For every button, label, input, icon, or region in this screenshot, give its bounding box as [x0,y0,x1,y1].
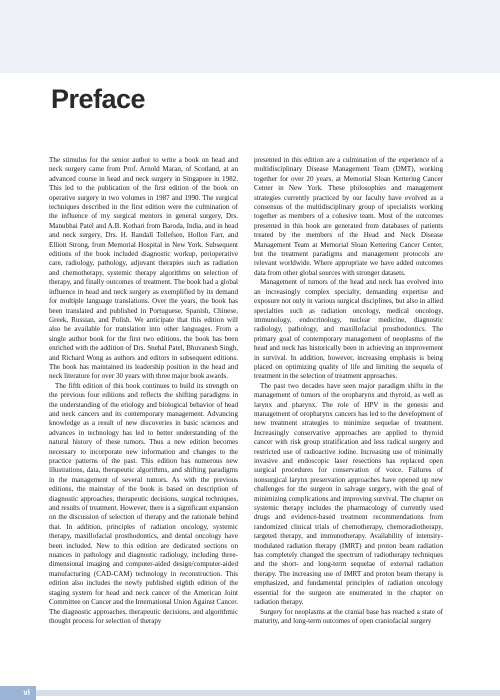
page-number: vi [0,686,36,700]
footer-bar [36,690,500,696]
text-column-right [254,156,443,678]
paragraph: The fifth edition of this book continues to build its strength on the previous four editions and reflects the shifting paradigms in the understanding of the etiology and biological behavior of head and neck cancers and its contemporary management. Advancing knowledge as a result of new discoveries in basic sciences and advances in technology has led to better understanding of the natural history of these tumors. Thus a new edition becomes necessary to incorporate new information and changes to the practice patterns of the past. This edition has numerous new illustrations, data, therapeutic algorithms, and shifting paradigms in the management of several tumors. As with the previous editions, the mainstay of the book is based on description of diagnostic approaches, therapeutic decisions, surgical techniques, and results of treatment. However, there is a significant expansion on the discussion of selection of therapy and the rationale behind that. In addition, principles of radiation oncology, systemic therapy, maxillofacial prosthodontics, and dental oncology have been included. New to this edition are dedicated sections on nuances in pathology and diagnostic radiology, including three-dimensional imaging and computer-aided design/computer-aided manufacturing (CAD-CAM) technology in reconstruction. This edition also includes the newly published eighth edition of the staging system for head and neck cancer of the American Joint Committee on Cancer and the International Union Against Cancer. The diagnostic approaches, therapeutic decisions, and algorithmic thought process for selection of therapy [49,381,238,625]
paragraph: Surgery for neoplasms at the cranial base has reached a state of maturity, and long-term outcomes of open craniofacial surgery [254,607,443,625]
header-band [0,0,500,73]
paragraph: The past two decades have seen major paradigm shifts in the management of tumors of the oropharynx and thyroid, as well as larynx and pharynx. The role of HPV in the genesis and management of oropharynx cancers has led to the development of new treatment strategies to minimize sequelae of treatment. Increasingly conservative approaches are applied to thyroid cancer with risk group stratification and less radical surgery and restricted use of radioactive iodine. Increasing use of minimally invasive and endoscopic laser resections has replaced open surgical procedures for conservation of voice. Failures of nonsurgical larynx preservation approaches have opened up new challenges for the surgeon in salvage surgery, with the goal of minimizing complications and improving survival. The chapter on systemic therapy includes the pharmacology of currently used drugs and evidence-based treatment recommendations from randomized clinical trials of chemotherapy, chemoradiotherapy, targeted therapy, and immunotherapy. Availability of intensity-modulated radiation therapy (IMRT) and proton beam radiation has completely changed the spectrum of radiotherapy techniques and the short- and long-term sequelae of external radiation therapy. The increasing use of IMRT and proton beam therapy is emphasized, and fundamental principles of radiation oncology essential for the surgeon are enumerated in the chapter on radiation therapy. [254,381,443,607]
text-column-left [49,156,238,678]
paragraph: presented in this edition are a culmination of the experience of a multidisciplinary Disease Management Team (DMT), working together for over 20 years, at Memorial Sloan Kettering Cancer Center in New York. These philosophies and management strategies currently practiced by our faculty have evolved as a consensus of the multidisciplinary group of specialists working together as members of a cohesive team. Most of the outcomes presented in this book are generated from databases of patients treated by the members of the Head and Neck Disease Management Team at Memorial Sloan Kettering Cancer Center, but the treatment paradigms and management protocols are relevant worldwide. Where appropriate we have added outcomes data from other global sources with stronger datasets. [254,156,443,277]
paragraph: Management of tumors of the head and neck has evolved into an increasingly complex specialty, demanding expertise and exposure not only in various surgical disciplines, but also in allied specialties such as radiation oncology, medical oncology, immunology, endocrinology, nuclear medicine, diagnostic radiology, pathology, and maxillofacial prosthodontics. The primary goal of contemporary management of neoplasms of the head and neck has historically been in achieving an improvement in survival. In addition, however, increasing emphasis is being placed on optimizing quality of life and limiting the sequela of treatment in the selection of treatment approaches. [254,278,443,381]
paragraph: The stimulus for the senior author to write a book on head and neck surgery came from Prof. Arnold Maran, of Scotland, at an advanced course in head and neck surgery in Singapore in 1982. This led to the publication of the first edition of the book on operative surgery in two volumes in 1987 and 1990. The surgical techniques described in the first edition were the culmination of the influence of my surgical mentors in general surgery, Drs. Manubhai Patel and A.B. Kothari from Baroda, India, and in head and neck surgery, Drs. H. Randall Tollefsen, Hollon Farr, and Elliott Strong, from Memorial Hospital in New York. Subsequent editions of the book included diagnostic workup, perioperative care, radiology, pathology, adjuvant therapies such as radiation and chemotherapy, systemic therapy algorithms on selection of therapy, and finally outcomes of treatment. The book had a global influence in head and neck surgery as exemplified by its demand for multiple language translations. Over the years, the book has been translated and published in Portuguese, Spanish, Chinese, Greek, Russian, and Polish. We anticipate that this edition will also be available for translation into other languages. From a single author book for the first two editions, the book has been enriched with the addition of Drs. Snehal Patel, Bhuvanesh Singh, and Richard Wong as authors and editors in subsequent editions. The book has maintained its leadership position in the head and neck literature for over 30 years with three major book awards. [49,156,238,381]
page-title: Preface [51,84,146,114]
